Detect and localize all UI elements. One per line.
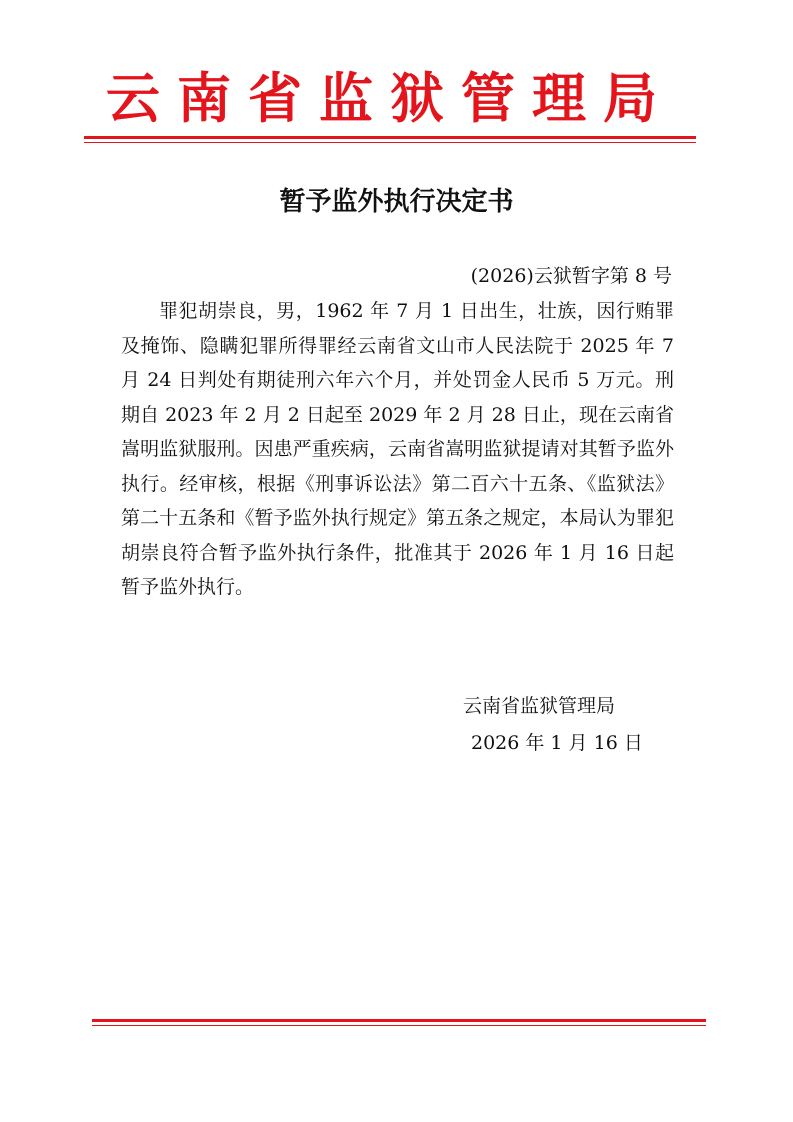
- document-body: 罪犯胡崇良，男，1962 年 7 月 1 日出生，壮族，因行贿罪及掩饰、隐瞒犯罪所得罪经云南省文山市人民法院于 2025 年 7 月 24 日判处有期徒刑六年六个月，并处罚金人民币 5 万元。刑期自 2023 年 2 月 2 日起至 2029 年 2 月 28 日止，现在云南省嵩明监狱服刑。因患严重疾病，云南省嵩明监狱提请对其暂予监外执行。经审核，根据《刑事诉讼法》第二百六十五条、《监狱法》第二十五条和《暂予监外执行规定》第五条之规定，本局认为罪犯胡崇良符合暂予监外执行条件，批准其于 2026 年 1 月 16 日起暂予监外执行。: [121, 300, 674, 598]
- footer-rule-thick: [92, 1019, 706, 1022]
- document-title: 暂予监外执行决定书: [279, 187, 514, 217]
- signature-organization: 云南省监狱管理局: [463, 695, 616, 717]
- letterhead-rule-thick: [84, 136, 696, 139]
- document-number: (2026)云狱暂字第 8 号: [470, 265, 672, 287]
- letterhead-rule-thin: [84, 142, 696, 143]
- signature-date: 2026 年 1 月 16 日: [471, 732, 643, 754]
- footer-rule-thin: [92, 1025, 706, 1026]
- letterhead-title: 云南省监狱管理局: [106, 66, 674, 130]
